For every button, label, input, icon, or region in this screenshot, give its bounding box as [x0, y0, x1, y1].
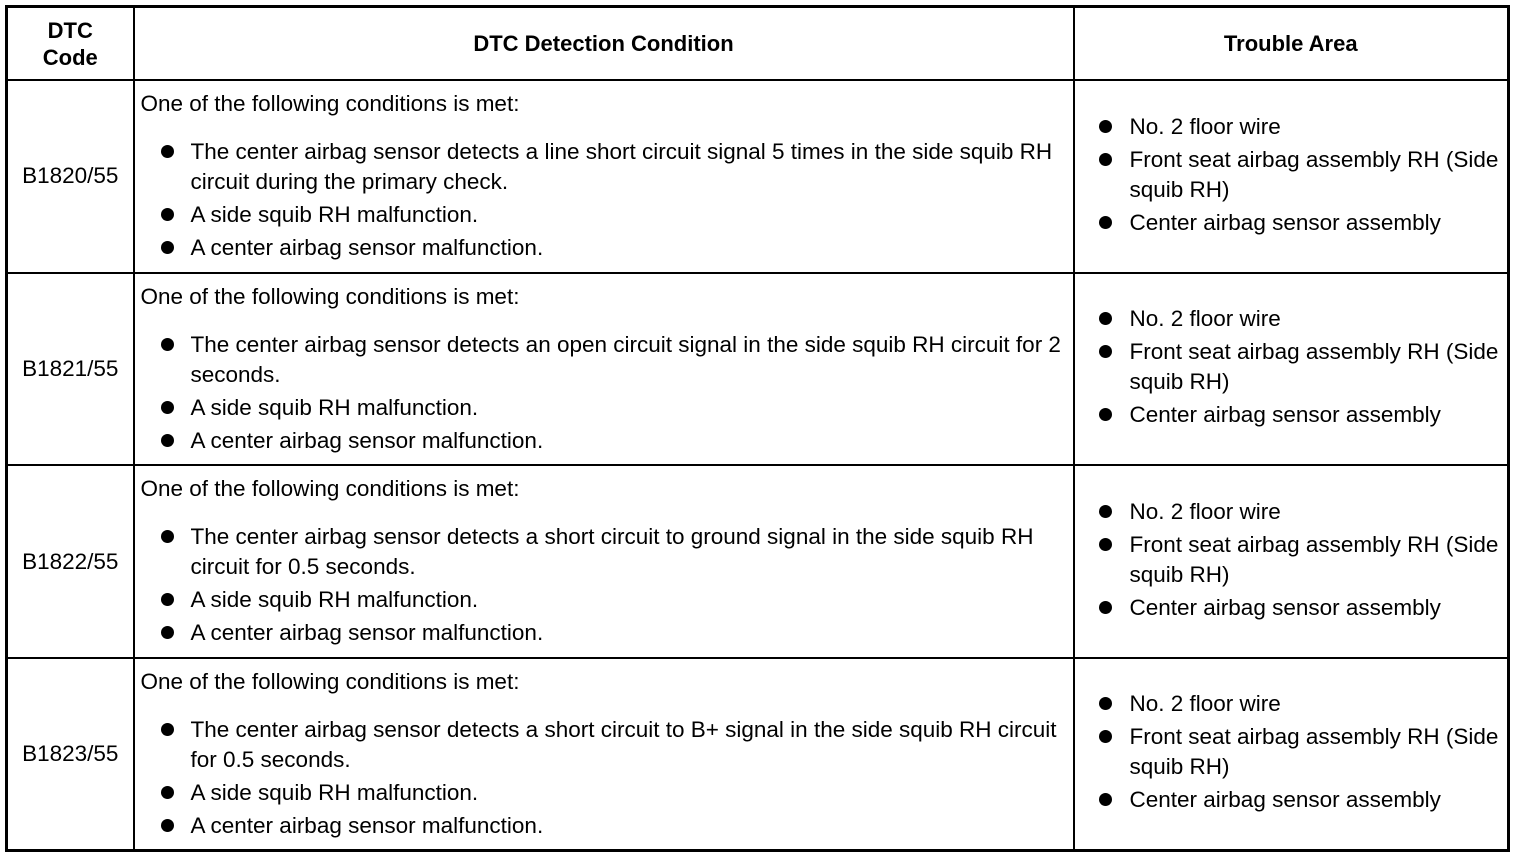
bullet-icon — [161, 786, 174, 799]
trouble-area-list — [1075, 497, 1508, 623]
condition-list — [141, 522, 1073, 648]
trouble-area-item — [1075, 785, 1508, 815]
header-dtc-code — [7, 7, 134, 81]
trouble-area-text: No. 2 floor wire — [1129, 113, 1281, 139]
dtc-code-cell: B1821/55 — [7, 273, 134, 466]
dtc-code-cell: B1823/55 — [7, 658, 134, 851]
bullet-icon — [1099, 697, 1112, 710]
trouble-area-item — [1075, 304, 1508, 334]
bullet-icon — [1099, 408, 1112, 421]
trouble-area-text: Center airbag sensor assembly — [1129, 209, 1441, 235]
condition-item — [141, 200, 1073, 230]
condition-item — [141, 715, 1073, 775]
trouble-area-item — [1075, 593, 1508, 623]
condition-text: A center airbag sensor malfunction. — [190, 235, 544, 260]
condition-item — [141, 233, 1073, 263]
condition-text: A center airbag sensor malfunction. — [190, 427, 544, 453]
trouble-area-item — [1075, 497, 1508, 527]
dtc-code-cell: B1822/55 — [7, 465, 134, 658]
detection-condition-cell — [134, 80, 1074, 273]
condition-item — [141, 778, 1073, 808]
header-detection-condition: DTC Detection Condition — [134, 7, 1074, 81]
bullet-icon — [1099, 312, 1112, 325]
dtc-code-cell: B1820/55 — [7, 80, 134, 273]
condition-text: The center airbag sensor detects a short circuit to B+ signal in the side squib RH circuit for 0.5 seconds. — [190, 716, 1057, 772]
table-row — [7, 80, 1509, 273]
bullet-icon — [1099, 216, 1112, 229]
condition-list — [141, 330, 1073, 456]
condition-item — [141, 426, 1073, 456]
bullet-icon — [161, 530, 174, 543]
trouble-area-cell — [1074, 658, 1509, 851]
bullet-icon — [161, 626, 174, 639]
table-body — [7, 80, 1509, 851]
trouble-area-text: Front seat airbag assembly RH (Side squib RH) — [1129, 532, 1499, 588]
bullet-icon — [161, 819, 174, 832]
trouble-area-text: Front seat airbag assembly RH (Side squib RH) — [1129, 146, 1499, 202]
trouble-area-text: No. 2 floor wire — [1129, 499, 1281, 525]
trouble-area-item — [1075, 208, 1508, 238]
bullet-icon — [1099, 538, 1112, 551]
bullet-icon — [1099, 153, 1112, 166]
trouble-area-cell — [1074, 465, 1509, 658]
condition-text: A side squib RH malfunction. — [190, 202, 479, 227]
condition-intro: One of the following conditions is met: — [140, 283, 520, 309]
bullet-icon — [161, 338, 174, 351]
condition-item — [141, 393, 1073, 423]
dtc-table — [5, 5, 1510, 852]
trouble-area-text: Front seat airbag assembly RH (Side squib RH) — [1129, 724, 1499, 780]
bullet-icon — [161, 434, 174, 447]
trouble-area-text: No. 2 floor wire — [1129, 691, 1281, 717]
condition-text: The center airbag sensor detects a line short circuit signal 5 times in the side squib RH circuit during the primary check. — [190, 139, 1053, 194]
bullet-icon — [1099, 120, 1112, 133]
trouble-area-text: No. 2 floor wire — [1129, 306, 1281, 332]
condition-item — [141, 585, 1073, 615]
bullet-icon — [1099, 505, 1112, 518]
bullet-icon — [161, 145, 174, 158]
bullet-icon — [1099, 793, 1112, 806]
condition-item — [141, 522, 1073, 582]
table-row — [7, 465, 1509, 658]
bullet-icon — [161, 401, 174, 414]
table-row — [7, 273, 1509, 466]
trouble-area-cell — [1074, 273, 1509, 466]
trouble-area-item — [1075, 530, 1508, 590]
trouble-area-text: Center airbag sensor assembly — [1129, 402, 1441, 428]
condition-intro: One of the following conditions is met: — [140, 668, 520, 694]
condition-intro: One of the following conditions is met: — [140, 476, 520, 502]
condition-text: A center airbag sensor malfunction. — [190, 812, 544, 838]
bullet-icon — [161, 208, 174, 221]
bullet-icon — [1099, 345, 1112, 358]
detection-condition-cell — [134, 273, 1074, 466]
header-dtc-code-text: DTC Code — [42, 17, 98, 70]
bullet-icon — [161, 241, 174, 254]
condition-intro: One of the following conditions is met: — [140, 91, 520, 116]
detection-condition-cell — [134, 658, 1074, 851]
table-row — [7, 658, 1509, 851]
condition-text: A side squib RH malfunction. — [190, 394, 479, 420]
condition-text: A side squib RH malfunction. — [190, 779, 479, 805]
condition-text: The center airbag sensor detects an open circuit signal in the side squib RH circuit for 2 seconds. — [190, 331, 1061, 387]
trouble-area-item — [1075, 689, 1508, 719]
condition-list — [141, 137, 1073, 263]
trouble-area-text: Center airbag sensor assembly — [1129, 595, 1441, 621]
trouble-area-item — [1075, 145, 1508, 205]
bullet-icon — [161, 593, 174, 606]
trouble-area-text: Center airbag sensor assembly — [1129, 787, 1441, 813]
trouble-area-item — [1075, 337, 1508, 397]
bullet-icon — [1099, 601, 1112, 614]
trouble-area-item — [1075, 400, 1508, 430]
trouble-area-cell — [1074, 80, 1509, 273]
trouble-area-item — [1075, 112, 1508, 142]
trouble-area-list — [1075, 689, 1508, 815]
trouble-area-list — [1075, 112, 1508, 238]
trouble-area-text: Front seat airbag assembly RH (Side squib RH) — [1129, 339, 1499, 395]
condition-text: The center airbag sensor detects a short circuit to ground signal in the side squib RH circuit for 0.5 seconds. — [190, 524, 1034, 580]
condition-item — [141, 811, 1073, 841]
trouble-area-item — [1075, 722, 1508, 782]
condition-text: A center airbag sensor malfunction. — [190, 620, 544, 646]
detection-condition-cell — [134, 465, 1074, 658]
condition-item — [141, 137, 1073, 197]
bullet-icon — [1099, 730, 1112, 743]
table-header-row — [7, 7, 1509, 81]
trouble-area-list — [1075, 304, 1508, 430]
bullet-icon — [161, 723, 174, 736]
header-trouble-area: Trouble Area — [1074, 7, 1509, 81]
condition-text: A side squib RH malfunction. — [190, 587, 479, 613]
condition-item — [141, 330, 1073, 390]
condition-list — [141, 715, 1073, 841]
condition-item — [141, 618, 1073, 648]
